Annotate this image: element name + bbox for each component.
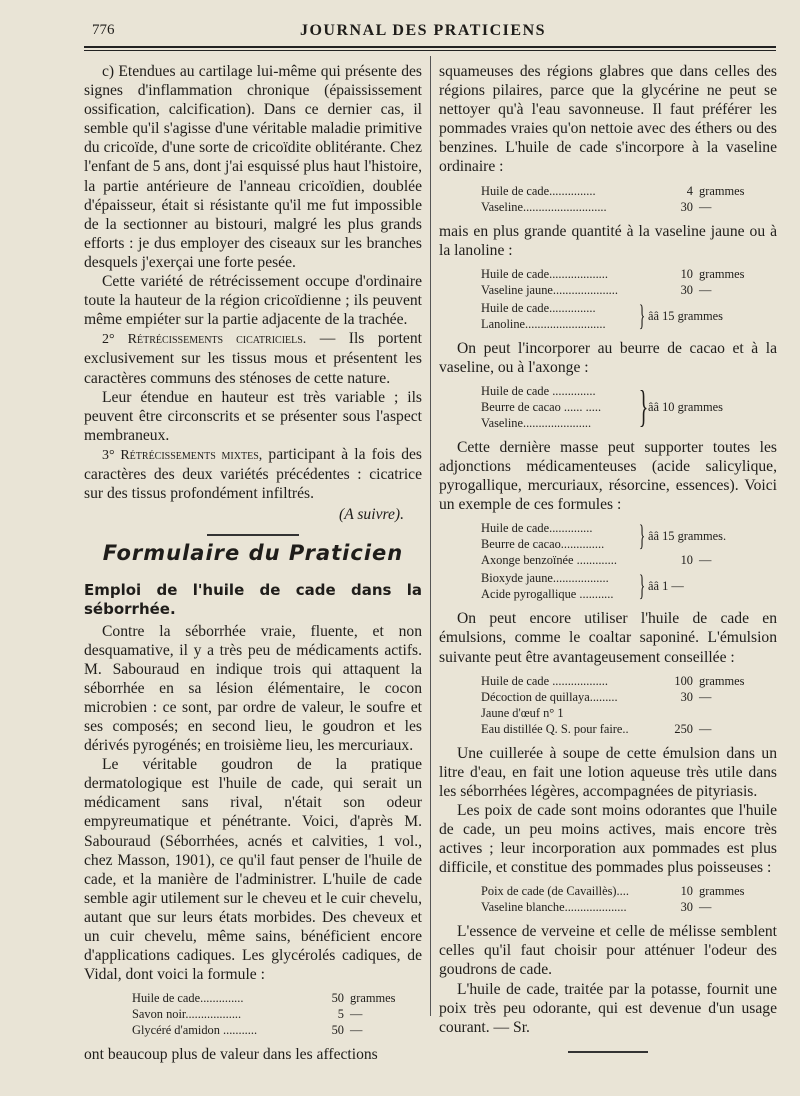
paragraph: 2° Rétrécissements cicatriciels. — Ils portent exclusivement sur les tissus mous et présentent les caractères communs des sténoses de cette nature. — [84, 330, 422, 387]
formula-row: Huile de cade.............. 50 grammes — [132, 991, 396, 1006]
formula-table — [481, 673, 777, 737]
formula-row: Jaune d'œuf n° 1 — [481, 705, 564, 720]
formula-group: Huile de cade............... Lanoline.......................... } ââ 15 grammes — [481, 298, 724, 332]
formula-group: Bioxyde jaune.................. Acide pyrogallique ........... } ââ 1 — — [481, 569, 684, 603]
section-rule — [207, 534, 299, 536]
brace-icon: } — [638, 298, 646, 332]
paragraph: 3° Rétrécissements mixtes, participant à la fois des caractères des deux variétés précédentes : cicatrice sur des tissus profondément infiltrés. — [84, 445, 422, 503]
right-column — [439, 62, 777, 1053]
paragraph: Cette variété de rétrécissement occupe d'ordinaire toute la hauteur de la région cricoïdienne ; ils peuvent même empiéter sur la partie adjacente de la trachée. — [84, 273, 422, 329]
subheading: 3° Rétrécissements mixtes, — [102, 447, 263, 463]
article-title: Emploi de l'huile de cade dans la séborrhée. — [84, 581, 422, 619]
paragraph: Une cuillerée à soupe de cette émulsion dans un litre d'eau, en fait une lotion aqueuse très utile dans les séborrhées légères, accompagnées de pityriasis. — [439, 744, 777, 800]
formula-group: Huile de cade .............. Beurre de cacao ...... ..... Vaseline...................... } ââ 10 grammes — [481, 381, 724, 431]
column-divider — [430, 56, 431, 1016]
formula-row: Poix de cade (de Cavaillès).... 10 grammes — [481, 884, 745, 899]
formula-row: Vaseline........................... 30 — — [481, 199, 712, 214]
header-rule — [84, 46, 776, 48]
formula-table — [481, 183, 777, 215]
brace-icon: } — [638, 569, 646, 603]
formula-table — [132, 990, 422, 1038]
formula-group: Huile de cade.............. Beurre de cacao.............. } ââ 15 grammes. — [481, 519, 727, 553]
formula-row: Huile de cade............... 4 grammes — [481, 183, 745, 198]
formula-row: Axonge benzoïnée ............. 10 — — [481, 553, 712, 568]
formula-row: Eau distillée Q. S. pour faire.. 250 — — [481, 721, 712, 736]
formula-row: Huile de cade................... 10 grammes — [481, 266, 745, 281]
formula-table — [481, 383, 777, 431]
paragraph: On peut l'incorporer au beurre de cacao et à la vaseline, ou à l'axonge : — [439, 339, 777, 376]
paragraph: mais en plus grande quantité à la vaseline jaune ou à la lanoline : — [439, 222, 777, 259]
to-be-continued: (A suivre). — [339, 506, 404, 524]
paragraph: squameuses des régions glabres que dans celles des régions pilaires, parce que la glycérine ne peut se nettoyer qu'à l'eau savonneuse. Il faut préférer les pommades vraies qu'on nettoie avec des éthers ou des benzines. L'huile de cade s'incorpore à la vaseline ordinaire : — [439, 63, 777, 176]
page-number: 776 — [92, 22, 115, 38]
formula-row: Huile de cade .................. 100 grammes — [481, 673, 745, 688]
formula-row: Vaseline blanche.................... 30 — — [481, 900, 712, 915]
formula-table — [481, 266, 777, 332]
section-title: Formulaire du Praticien — [102, 541, 404, 566]
paragraph: On peut encore utiliser l'huile de cade en émulsions, comme le coaltar saponiné. L'émulsion suivante peut être avantageusement conseillée : — [439, 610, 777, 666]
paragraph: L'huile de cade, traitée par la potasse, fournit une poix très peu odorante, qui est devenue d'un usage courant. — Sr. — [439, 980, 777, 1036]
paragraph: Le véritable goudron de la pratique dermatologique est l'huile de cade, qui serait un médicament sans rival, n'était son odeur empyreumatique et pénétrante. Voici, d'après M. Sabouraud (Séborrhées, acnés et calvities, 1 vol., chez Masson, 1901), ce qu'il faut penser de l'huile de cade, et la manière de l'administrer. L'huile de cade semble agir utilement sur le cheveu et le cuir chevelu, autant que sur leurs états morbides. Des cheveux et un cuir chevelu, même sains, bénéficient encore d'applications cadiques. Les glycérolés cadiques, de Vidal, dont voici la formule : — [84, 756, 422, 984]
paragraph: Leur étendue en hauteur est très variable ; ils peuvent être circonscrits et se présenter sous l'aspect membraneux. — [84, 388, 422, 444]
page-header — [70, 22, 776, 44]
paragraph: Contre la séborrhée vraie, fluente, et non desquamative, il y a très peu de médicaments actifs. M. Sabouraud en indique trois qui attaquent la séborrhée en sa lésion élémentaire, le cocon microbien : ce sont, par ordre de valeur, le soufre et ses composés; en second lieu, le goudron et les dérivés pyrogénés; en troisième lieu, les mercuriaux. — [84, 622, 422, 755]
end-rule — [568, 1051, 648, 1053]
paragraph: L'essence de verveine et celle de mélisse semblent celles qu'il faut choisir pour atténuer l'odeur des goudrons de cade. — [439, 923, 777, 979]
formula-row: Vaseline jaune..................... 30 — — [481, 282, 712, 297]
formula-table — [481, 520, 777, 602]
left-column — [84, 62, 422, 1064]
subheading: 2° Rétrécissements cicatriciels. — [102, 332, 307, 348]
formula-row: Savon noir.................. 5 — — [132, 1007, 363, 1022]
brace-icon: } — [638, 381, 649, 431]
header-rule-thin — [84, 50, 776, 51]
paragraph: ont beaucoup plus de valeur dans les affections — [84, 1046, 378, 1064]
brace-icon: } — [638, 519, 646, 553]
paragraph: Cette dernière masse peut supporter toutes les adjonctions médicamenteuses (acide salicylique, pyrogallique, mercuriaux, résorcine, essences). Voici un exemple de ces formules : — [439, 438, 777, 514]
formula-row: Décoction de quillaya......... 30 — — [481, 689, 712, 704]
paragraph: c) Etendues au cartilage lui-même qui présente des signes d'inflammation chronique (épaississement ossification, calcification). Dans ce dernier cas, il semble qu'il s'agisse d'une véritable maladie primitive du cricoïde, d'une sorte de cricoïdite oblitérante. Chez l'enfant de 5 ans, dont j'ai esquissé plus haut l'histoire, la partie antérieure de l'anneau cricoïdien, doublée d'épaisseur, était si résistante qu'il me fut impossible de la sectionner au bistouri, malgré les plus grands efforts : je dus employer des ciseaux sur les branches desquels j'exerçai une forte pesée. — [84, 63, 422, 271]
formula-row: Glycéré d'amidon ........... 50 — — [132, 1023, 363, 1038]
formula-table — [481, 883, 777, 915]
paragraph: Les poix de cade sont moins odorantes que l'huile de cade, un peu moins actives, mais encore très actives ; leur incorporation aux pommades est plus difficile, et constitue des pommades plus poisseuses : — [439, 801, 777, 877]
journal-title: JOURNAL DES PRATICIENS — [299, 22, 547, 39]
